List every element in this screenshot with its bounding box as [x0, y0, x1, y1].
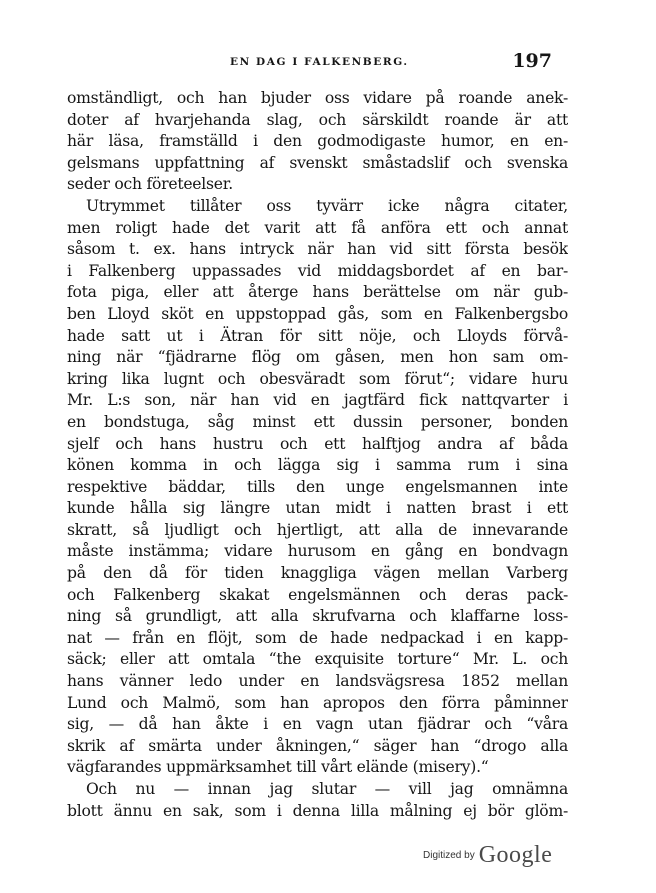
text-line: ning när “fjädrarne flög om gåsen, men hon sam om-: [67, 348, 568, 367]
text-line: hade satt ut i Ätran för sitt nöje, och Lloyds förvå-: [67, 326, 568, 345]
text-line: skrik af smärta under åkningen,“ säger han “drogo alla: [67, 736, 568, 755]
text-line: Och nu — innan jag slutar — vill jag omnämna: [86, 780, 568, 798]
text-line: kring lika lugnt och obesväradt som förut“; vidare huru: [67, 369, 568, 388]
google-logo: Google: [478, 842, 553, 868]
text-line: gelsmans uppfattning af svenskt småstadslif och svenska: [67, 153, 568, 172]
page-header: [70, 52, 552, 72]
body-text: [67, 88, 568, 822]
text-line: säck; eller att omtala “the exquisite torture“ Mr. L. och: [67, 650, 568, 669]
digitized-by-stamp: [423, 842, 552, 869]
text-line: könen komma in och lägga sig i samma rum i sina: [67, 456, 568, 475]
text-line: seder och företeelser.: [67, 175, 233, 194]
text-line: måste instämma; vidare hurusom en gång en bondvagn: [67, 542, 568, 561]
text-line: Utrymmet tillåter oss tyvärr icke några citater,: [86, 196, 568, 215]
text-line: doter af hvarjehanda slag, och särskildt roande är att: [67, 110, 568, 129]
text-line: sig, — då han åkte i en vagn utan fjädrar och “våra: [67, 715, 568, 734]
text-line: en bondstuga, såg minst ett dussin personer, bonden: [67, 412, 568, 431]
text-line: nat — från en flöjt, som de hade nedpackad i en kapp-: [67, 628, 568, 647]
page-number: 197: [512, 50, 552, 72]
text-line: på den då för tiden knaggliga vägen mellan Varberg: [67, 564, 568, 583]
text-line: Mr. L:s son, när han vid en jagtfärd fick nattqvarter i: [67, 391, 568, 410]
text-line: ben Lloyd sköt en uppstoppad gås, som en Falkenbergsbo: [67, 304, 568, 323]
text-line: Lund och Malmö, som han apropos den förra påminner: [67, 693, 568, 712]
running-title: EN DAG I FALKENBERG.: [230, 56, 409, 68]
text-line: blott ännu en sak, som i denna lilla målning ej bör glöm-: [67, 801, 568, 820]
text-line: sjelf och hans hustru och ett halftjog andra af båda: [67, 434, 568, 453]
text-line: här läsa, framställd i den godmodigaste humor, en en-: [67, 132, 568, 151]
text-line: skratt, så ljudligt och hjertligt, att alla de innevarande: [67, 520, 568, 539]
text-line: hans vänner ledo under en landsvägsresa 1852 mellan: [67, 672, 568, 691]
text-line: i Falkenberg uppassades vid middagsbordet af en bar-: [67, 261, 568, 280]
text-line: respektive bäddar, tills den unge engelsmannen inte: [67, 477, 568, 496]
text-line: men roligt hade det varit att få anföra ett och annat: [67, 218, 568, 237]
text-line: kunde hålla sig längre utan midt i natten brast i ett: [67, 499, 568, 518]
text-line: vägfarandes uppmärksamhet till vårt elände (misery).“: [67, 758, 489, 777]
text-line: såsom t. ex. hans intryck när han vid sitt första besök: [67, 240, 568, 259]
text-line: ning så grundligt, att alla skrufvarna och klaffarne loss-: [67, 607, 568, 626]
text-line: och Falkenberg skakat engelsmännen och deras pack-: [67, 585, 568, 604]
text-line: fota piga, eller att återge hans berättelse om när gub-: [67, 283, 568, 302]
digitized-by-label: Digitized by: [423, 850, 475, 861]
text-line: omständligt, och han bjuder oss vidare på roande anek-: [67, 89, 568, 107]
